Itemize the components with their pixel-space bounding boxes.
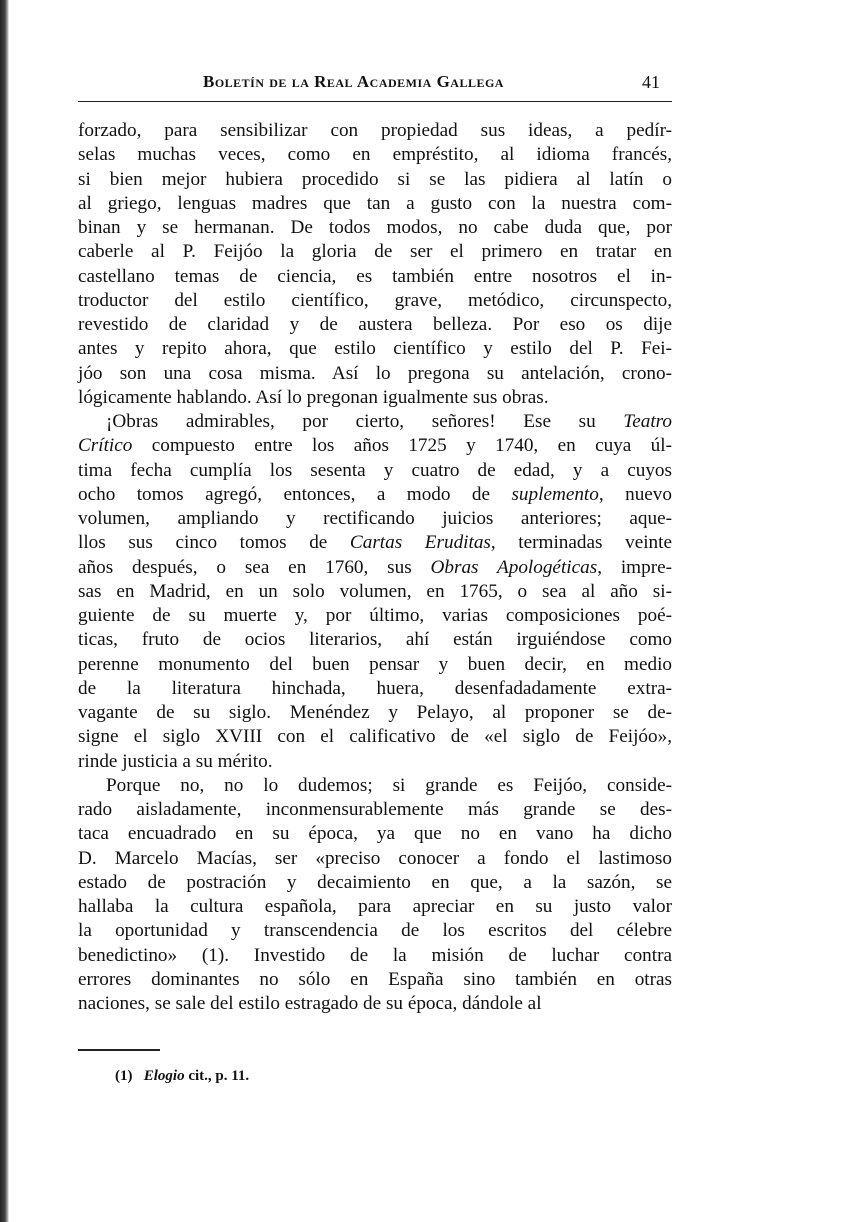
text-line: selas muchas veces, como en empréstito, al idioma francés, [78, 144, 672, 166]
text-line: signe el siglo XVIII con el calificativo de «el siglo de Feijóo», [78, 726, 672, 748]
text-line: la oportunidad y transcendencia de los escritos del célebre [78, 920, 672, 942]
text-line: si bien mejor hubiera procedido si se las pidiera al latín o [78, 168, 672, 190]
footnote-text: cit., p. 11. [188, 1068, 250, 1084]
scan-border [0, 0, 9, 1222]
header-rule [78, 101, 672, 102]
page-number: 41 [642, 72, 660, 92]
footnote-title: Elogio [143, 1068, 185, 1084]
text-line: vagante de su siglo. Menéndez y Pelayo, al proponer se de- [78, 702, 672, 723]
text-line: jóo son una cosa misma. Así lo pregona su antelación, crono- [78, 362, 672, 384]
text-line: lógicamente hablando. Así lo pregonan igualmente sus obras. [78, 386, 549, 408]
text-line: antes y repito ahora, que estilo científico y estilo del P. Fei- [78, 338, 672, 360]
text-line: benedictino» (1). Investido de la misión de luchar contra [78, 944, 672, 966]
text-line: forzado, para sensibilizar con propiedad sus ideas, a pedír- [78, 120, 672, 141]
footnote-rule [78, 1049, 160, 1051]
text-line: ¡Obras admirables, por cierto, señores! Ese su Teatro [106, 411, 672, 432]
text-line: naciones, se sale del estilo estragado de su época, dándole al [78, 993, 542, 1014]
text-line: llos sus cinco tomos de Cartas Eruditas, terminadas veinte [78, 532, 672, 554]
text-line: binan y se hermanan. De todos modos, no cabe duda que, por [78, 217, 672, 238]
text-line: errores dominantes no sólo en España sino también en otras [78, 968, 672, 990]
text-line: Porque no, no lo dudemos; si grande es Feijóo, conside- [106, 774, 672, 796]
text-line: volumen, ampliando y rectificando juicios anteriores; aque- [78, 508, 672, 529]
text-line: tima fecha cumplía los sesenta y cuatro de edad, y a cuyos [78, 459, 672, 481]
footnote-marker: (1) [115, 1068, 133, 1084]
text-line: taca encuadrado en su época, ya que no en vano ha dicho [78, 823, 672, 845]
text-line: años después, o sea en 1760, sus Obras Apologéticas, impre- [78, 556, 672, 578]
text-line: ocho tomos agregó, entonces, a modo de suplemento, nuevo [78, 483, 672, 505]
text-line: revestido de claridad y de austera belleza. Por eso os dije [78, 314, 672, 335]
running-header [78, 72, 672, 98]
footnote [115, 1068, 249, 1085]
text-line: D. Marcelo Macías, ser «preciso conocer a fondo el lastimoso [78, 847, 672, 869]
text-line: troductor del estilo científico, grave, metódico, circunspecto, [78, 289, 672, 311]
text-line: ticas, fruto de ocios literarios, ahí están irguiéndose como [78, 629, 672, 651]
text-line: estado de postración y decaimiento en que, a la sazón, se [78, 871, 672, 893]
body-text [78, 119, 672, 1016]
text-line: hallaba la cultura española, para apreciar en su justo valor [78, 896, 672, 917]
text-line: al griego, lenguas madres que tan a gusto con la nuestra com- [78, 192, 672, 214]
text-line: castellano temas de ciencia, es también entre nosotros el in- [78, 265, 672, 287]
text-line: sas en Madrid, en un solo volumen, en 1765, o sea al año si- [78, 580, 672, 602]
text-line: Crítico compuesto entre los años 1725 y 1740, en cuya úl- [78, 435, 672, 457]
text-line: rinde justicia a su mérito. [78, 750, 273, 772]
text-line: perenne monumento del buen pensar y buen decir, en medio [78, 653, 672, 675]
text-line: guiente de su muerte y, por último, varias composiciones poé- [78, 605, 672, 626]
text-line: de la literatura hinchada, huera, desenfadadamente extra- [78, 677, 672, 699]
text-line: caberle al P. Feijóo la gloria de ser el primero en tratar en [78, 241, 672, 263]
journal-title: Boletín de la Real Academia Gallega [203, 72, 504, 91]
text-line: rado aisladamente, inconmensurablemente más grande se des- [78, 799, 672, 820]
